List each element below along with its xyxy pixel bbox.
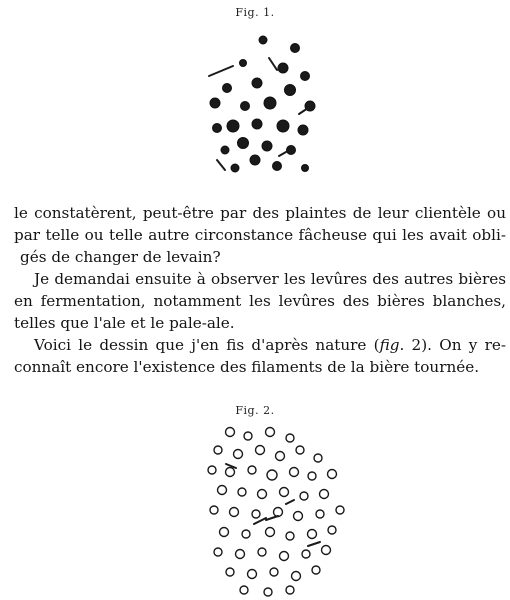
figure-1-yeast-illustration — [195, 28, 335, 188]
body-text — [14, 202, 506, 378]
paragraph-2-line-2: en fermentation, notamment les levûres des bières blanches, — [14, 292, 506, 310]
figure-1-caption: Fig. 1. — [235, 6, 275, 19]
paragraph-3-line-1 — [14, 334, 506, 356]
figure-2-caption: Fig. 2. — [235, 404, 275, 417]
paragraph-3-line-2: connaît encore l'existence des filaments de la bière tournée. — [14, 358, 480, 376]
paragraph-1-line-3: gés de changer de levain? — [20, 248, 221, 266]
paragraph-1-line-1: le constatèrent, peut-être par des plaintes de leur clientèle ou — [14, 204, 506, 222]
paragraph-2-line-3: telles que l'ale et le pale-ale. — [14, 314, 235, 332]
figure-reference: fig — [379, 336, 400, 354]
paragraph-3-text-cont: . 2). On y re- — [399, 336, 506, 354]
figure-2-yeast-illustration — [200, 420, 360, 600]
paragraph-1-line-2: par telle ou telle autre circonstance fâcheuse qui les avait obli- — [14, 226, 506, 244]
paragraph-3-text: Voici le dessin que j'en fis d'après nature ( — [34, 336, 380, 354]
paragraph-2-line-1: Je demandai ensuite à observer les levûres des autres bières — [34, 270, 506, 288]
